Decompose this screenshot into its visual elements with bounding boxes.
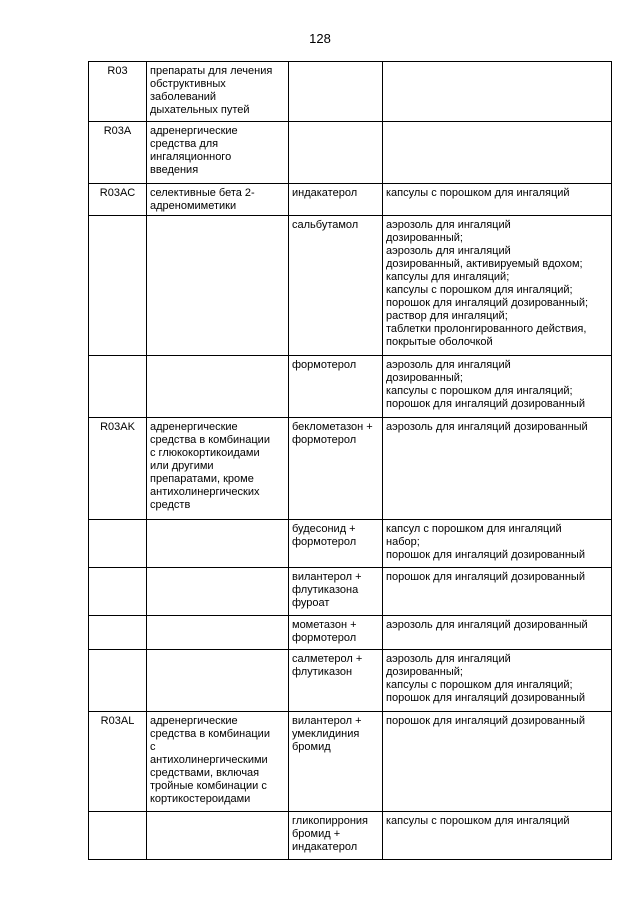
table-row	[89, 568, 612, 616]
table-row	[89, 712, 612, 812]
cell-line: формотерол	[292, 434, 357, 446]
dosage-form-cell	[383, 356, 612, 418]
dosage-form-cell	[383, 216, 612, 356]
atc-code-cell	[89, 650, 147, 712]
cell-line: индакатерол	[292, 187, 358, 199]
atc-code-cell	[89, 568, 147, 616]
cell-line: умеклидиния	[292, 728, 360, 740]
page-number: 128	[309, 31, 331, 46]
cell-line: дозированный, активируемый вдохом;	[386, 258, 583, 270]
cell-line: мометазон +	[292, 619, 357, 631]
cell-line: бромид +	[292, 828, 341, 840]
drug-name-cell	[289, 62, 383, 122]
cell-line: адренергические	[150, 421, 238, 433]
cell-line: аэрозоль для ингаляций	[386, 653, 511, 665]
drug-name-cell	[289, 216, 383, 356]
cell-line: флутиказон	[292, 666, 353, 678]
table-row	[89, 520, 612, 568]
cell-line: формотерол	[292, 632, 357, 644]
drug-name-cell	[289, 568, 383, 616]
atc-code-cell	[89, 812, 147, 860]
cell-line: адренергические	[150, 715, 238, 727]
cell-line: вилантерол +	[292, 571, 362, 583]
cell-line: капсулы для ингаляций;	[386, 271, 510, 283]
anatomical-group-cell	[147, 650, 289, 712]
cell-line: сальбутамол	[292, 219, 359, 231]
cell-line: формотерол	[292, 536, 357, 548]
cell-line: капсулы с порошком для ингаляций	[386, 187, 570, 199]
drug-name-cell	[289, 122, 383, 184]
dosage-form-cell	[383, 650, 612, 712]
anatomical-group-cell	[147, 62, 289, 122]
dosage-form-cell	[383, 122, 612, 184]
drug-name-cell	[289, 712, 383, 812]
cell-line: препараты для лечения	[150, 65, 273, 77]
cell-line: кортикостероидами	[150, 793, 251, 805]
cell-line: адреномиметики	[150, 200, 237, 212]
cell-line: аэрозоль для ингаляций дозированный	[386, 421, 588, 433]
cell-line: флутиказона	[292, 584, 359, 596]
cell-line: порошок для ингаляций дозированный	[386, 692, 585, 704]
drug-name-cell	[289, 356, 383, 418]
cell-line: салметерол +	[292, 653, 363, 665]
table-row	[89, 418, 612, 520]
drug-name-cell	[289, 520, 383, 568]
anatomical-group-cell	[147, 356, 289, 418]
cell-line: заболеваний	[150, 91, 217, 103]
cell-line: раствор для ингаляций;	[386, 310, 508, 322]
cell-line: порошок для ингаляций дозированный	[386, 549, 585, 561]
cell-line: набор;	[386, 536, 420, 548]
drug-table	[88, 61, 612, 860]
cell-line: или другими	[150, 460, 214, 472]
drug-name-cell	[289, 812, 383, 860]
dosage-form-cell	[383, 418, 612, 520]
cell-line: таблетки пролонгированного действия,	[386, 323, 587, 335]
cell-line: средства в комбинации	[150, 728, 270, 740]
cell-line: аэрозоль для ингаляций	[386, 219, 511, 231]
cell-line: дозированный;	[386, 372, 463, 384]
atc-code-cell	[89, 356, 147, 418]
cell-line: будесонид +	[292, 523, 356, 535]
anatomical-group-cell	[147, 568, 289, 616]
cell-line: ингаляционного	[150, 151, 232, 163]
anatomical-group-cell	[147, 812, 289, 860]
anatomical-group-cell	[147, 184, 289, 216]
atc-code-cell: R03AL	[89, 712, 147, 812]
cell-line: порошок для ингаляций дозированный;	[386, 297, 589, 309]
cell-line: гликопиррония	[292, 815, 369, 827]
cell-line: беклометазон +	[292, 421, 373, 433]
anatomical-group-cell	[147, 616, 289, 650]
cell-line: вилантерол +	[292, 715, 362, 727]
cell-line: с глюкокортикоидами	[150, 447, 260, 459]
cell-line: дозированный;	[386, 232, 463, 244]
anatomical-group-cell	[147, 216, 289, 356]
table-row	[89, 122, 612, 184]
atc-code-cell	[89, 216, 147, 356]
cell-line: бромид	[292, 741, 331, 753]
cell-line: порошок для ингаляций дозированный	[386, 715, 585, 727]
table-row	[89, 650, 612, 712]
cell-line: капсулы с порошком для ингаляций;	[386, 385, 573, 397]
anatomical-group-cell	[147, 122, 289, 184]
cell-line: средствами, включая	[150, 767, 260, 779]
cell-line: формотерол	[292, 359, 357, 371]
cell-line: селективные бета 2-	[150, 187, 255, 199]
cell-line: средства для	[150, 138, 219, 150]
atc-code-cell: R03AC	[89, 184, 147, 216]
dosage-form-cell	[383, 616, 612, 650]
anatomical-group-cell	[147, 418, 289, 520]
cell-line: покрытые оболочкой	[386, 336, 493, 348]
drug-name-cell	[289, 616, 383, 650]
cell-line: порошок для ингаляций дозированный	[386, 571, 585, 583]
cell-line: антихолинергических	[150, 486, 260, 498]
anatomical-group-cell	[147, 712, 289, 812]
cell-line: капсулы с порошком для ингаляций	[386, 815, 570, 827]
cell-line: обструктивных	[150, 78, 226, 90]
atc-code-cell: R03	[89, 62, 147, 122]
cell-line: средства в комбинации	[150, 434, 270, 446]
drug-name-cell	[289, 418, 383, 520]
dosage-form-cell	[383, 568, 612, 616]
atc-code-cell	[89, 520, 147, 568]
dosage-form-cell	[383, 520, 612, 568]
cell-line: тройные комбинации с	[150, 780, 267, 792]
atc-code-cell	[89, 616, 147, 650]
cell-line: препаратами, кроме	[150, 473, 254, 485]
dosage-form-cell	[383, 812, 612, 860]
table-row	[89, 812, 612, 860]
cell-line: капсулы с порошком для ингаляций;	[386, 679, 573, 691]
cell-line: адренергические	[150, 125, 238, 137]
cell-line: аэрозоль для ингаляций	[386, 359, 511, 371]
drug-name-cell	[289, 184, 383, 216]
cell-line: дозированный;	[386, 666, 463, 678]
table-row	[89, 62, 612, 122]
cell-line: капсулы с порошком для ингаляций;	[386, 284, 573, 296]
table-row	[89, 184, 612, 216]
cell-line: введения	[150, 164, 199, 176]
cell-line: капсул с порошком для ингаляций	[386, 523, 562, 535]
cell-line: аэрозоль для ингаляций дозированный	[386, 619, 588, 631]
table-row	[89, 356, 612, 418]
atc-code-cell: R03A	[89, 122, 147, 184]
table-body	[89, 62, 612, 860]
atc-code-cell: R03AK	[89, 418, 147, 520]
cell-line: фуроат	[292, 597, 330, 609]
cell-line: индакатерол	[292, 841, 358, 853]
table-row	[89, 216, 612, 356]
drug-name-cell	[289, 650, 383, 712]
cell-line: антихолинергическими	[150, 754, 268, 766]
cell-line: аэрозоль для ингаляций	[386, 245, 511, 257]
dosage-form-cell	[383, 62, 612, 122]
dosage-form-cell	[383, 184, 612, 216]
cell-line: дыхательных путей	[150, 104, 250, 116]
cell-line: порошок для ингаляций дозированный	[386, 398, 585, 410]
cell-line: средств	[150, 499, 191, 511]
dosage-form-cell	[383, 712, 612, 812]
anatomical-group-cell	[147, 520, 289, 568]
table-row	[89, 616, 612, 650]
cell-line: с	[150, 741, 156, 753]
